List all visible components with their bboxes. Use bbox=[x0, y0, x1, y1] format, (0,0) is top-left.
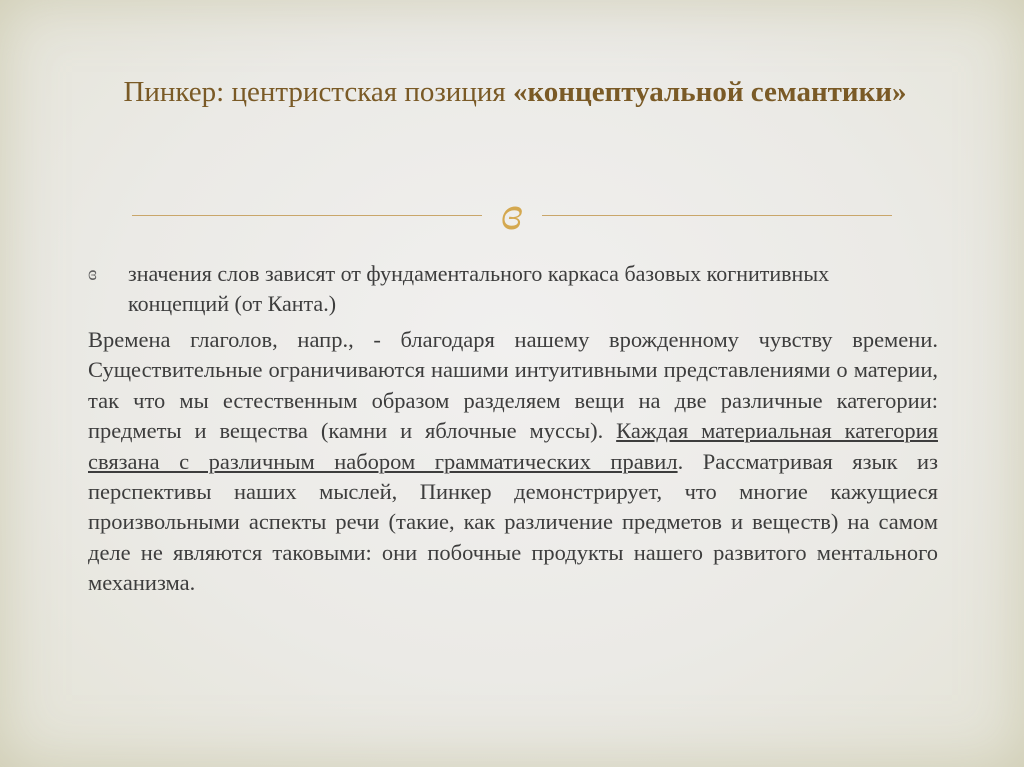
body-paragraph bbox=[88, 325, 938, 599]
bullet-flourish-icon: ɞ bbox=[88, 263, 97, 285]
body-text-part1: Времена глаголов, напр., - благодаря нашему врожденному чувству времени. Существительные ограничиваются нашими интуитивными представлениями о материи, так что мы естественным образом разделяем вещи на две различные категории: предметы и вещества (камни и яблочные муссы). bbox=[88, 327, 938, 444]
title-normal: Пинкер: центристская позиция bbox=[123, 76, 513, 108]
title-bold: «концептуальной семантики» bbox=[512, 76, 907, 108]
ornament-line-right bbox=[542, 215, 892, 216]
ornament-line-left bbox=[132, 215, 482, 216]
ornament-flourish-icon: ɞ bbox=[500, 187, 524, 240]
body-text-part2: . Рассматривая язык из перспективы наших мыслей, Пинкер демонстрирует, что многие кажущиеся произвольными аспекты речи (такие, как различение предметов и веществ) на самом деле не являются таковыми: они побочные продукты нашего развитого ментального механизма. bbox=[88, 448, 938, 596]
slide-title bbox=[120, 52, 910, 132]
bullet-item bbox=[88, 259, 918, 319]
body-text-underlined: Каждая материальная категория связана с различным набором грамматических правил bbox=[88, 418, 938, 474]
bullet-text: значения слов зависят от фундаментального каркаса базовых когнитивных концепций (от Канта.) bbox=[128, 261, 830, 316]
